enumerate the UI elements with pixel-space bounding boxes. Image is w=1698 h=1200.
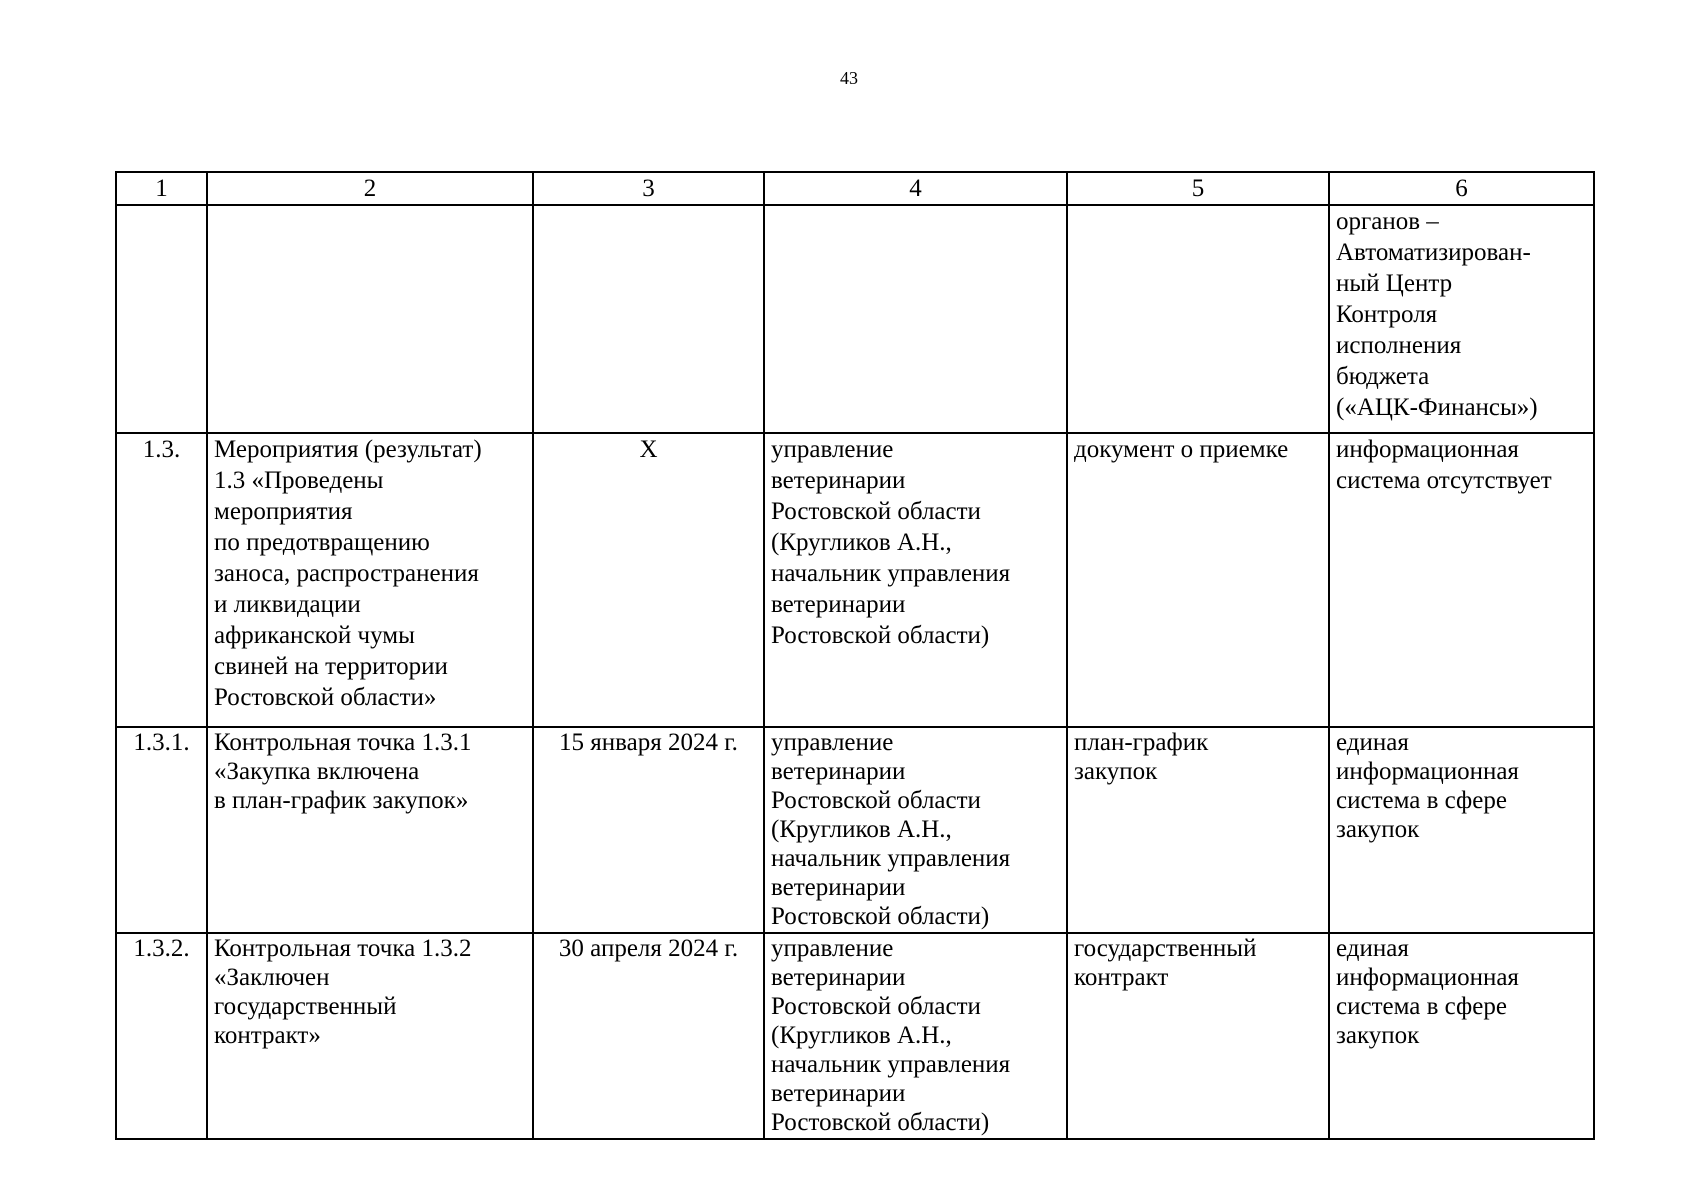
cell-document bbox=[1067, 205, 1329, 433]
cell-document: документ о приемке bbox=[1067, 433, 1329, 727]
cell-date: 15 января 2024 г. bbox=[533, 727, 764, 933]
cell-name: Контрольная точка 1.3.2 «Заключен государственный контракт» bbox=[207, 933, 533, 1139]
header-col-4: 4 bbox=[764, 172, 1067, 205]
cell-info-system: информационная система отсутствует bbox=[1329, 433, 1594, 727]
page-number: 43 bbox=[840, 68, 858, 88]
header-col-2: 2 bbox=[207, 172, 533, 205]
cell-name: Мероприятия (результат) 1.3 «Проведены мероприятия по предотвращению заноса, распространения и ликвидации африканской чумы свиней на территории Ростовской области» bbox=[207, 433, 533, 727]
table-row-1-3-1 bbox=[116, 727, 1594, 933]
cell-responsible: управление ветеринарии Ростовской области (Кругликов А.Н., начальник управления ветеринарии Ростовской области) bbox=[764, 933, 1067, 1139]
cell-responsible bbox=[764, 205, 1067, 433]
cell-responsible: управление ветеринарии Ростовской области (Кругликов А.Н., начальник управления ветеринарии Ростовской области) bbox=[764, 727, 1067, 933]
cell-info-system: единая информационная система в сфере закупок bbox=[1329, 727, 1594, 933]
header-col-3: 3 bbox=[533, 172, 764, 205]
cell-document: государственный контракт bbox=[1067, 933, 1329, 1139]
cell-number bbox=[116, 205, 207, 433]
cell-number: 1.3. bbox=[116, 433, 207, 727]
table-row-1-3-2 bbox=[116, 933, 1594, 1139]
cell-responsible: управление ветеринарии Ростовской области (Кругликов А.Н., начальник управления ветеринарии Ростовской области) bbox=[764, 433, 1067, 727]
cell-date: X bbox=[533, 433, 764, 727]
cell-info-system: органов – Автоматизирован- ный Центр Контроля исполнения бюджета («АЦК-Финансы») bbox=[1329, 205, 1594, 433]
cell-number: 1.3.2. bbox=[116, 933, 207, 1139]
cell-date: 30 апреля 2024 г. bbox=[533, 933, 764, 1139]
table-row-continuation bbox=[116, 205, 1594, 433]
cell-info-system: единая информационная система в сфере закупок bbox=[1329, 933, 1594, 1139]
cell-name bbox=[207, 205, 533, 433]
plan-table bbox=[115, 171, 1595, 1140]
header-col-5: 5 bbox=[1067, 172, 1329, 205]
cell-document: план-график закупок bbox=[1067, 727, 1329, 933]
header-col-6: 6 bbox=[1329, 172, 1594, 205]
cell-date bbox=[533, 205, 764, 433]
cell-name: Контрольная точка 1.3.1 «Закупка включена в план-график закупок» bbox=[207, 727, 533, 933]
table-header-row bbox=[116, 172, 1594, 205]
cell-number: 1.3.1. bbox=[116, 727, 207, 933]
table-row-1-3 bbox=[116, 433, 1594, 727]
header-col-1: 1 bbox=[116, 172, 207, 205]
